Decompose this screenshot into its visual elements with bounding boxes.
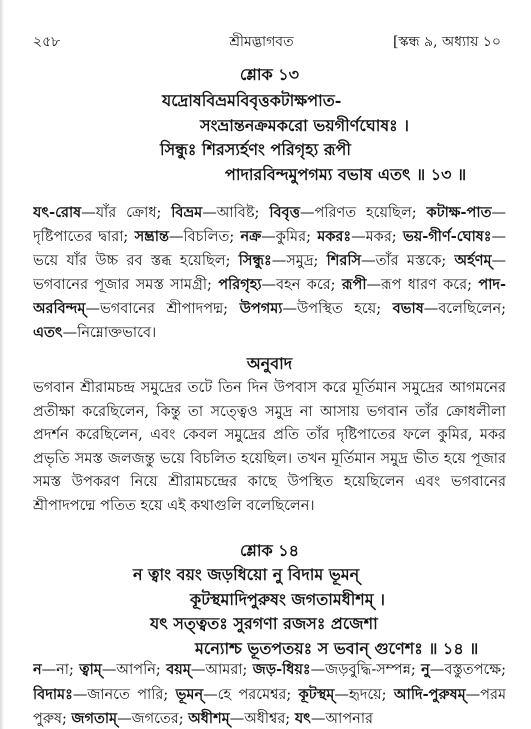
synonym-gloss: —জড়বুদ্ধি-সম্পন্ন; <box>310 662 416 678</box>
synonym-term: নক্র <box>240 228 262 245</box>
synonym-gloss: —উপস্থিত হয়ে; <box>282 301 382 317</box>
synonym-entry <box>188 711 290 727</box>
synonym-entry <box>393 301 506 317</box>
synonym-gloss: —হৃদয়ে; <box>334 686 387 703</box>
synonym-term: শিরসি <box>326 252 362 269</box>
book-title: শ্রীমদ্ভাগবত <box>229 34 294 50</box>
synonym-term: আদি-পুরুষম্ <box>393 685 466 703</box>
verse-14-heading: শ্লোক ১৪ <box>239 541 300 560</box>
synonym-gloss: —অধীশ্বর; <box>229 711 291 727</box>
synonym-entry <box>79 662 161 678</box>
verse-line: ন ত্বাং বয়ং জড়ধিয়ো নু বিদাম ভূমন্ <box>133 565 360 584</box>
synonym-gloss: —তাঁর মস্তকে; <box>361 253 447 269</box>
synonym-entry <box>295 711 373 727</box>
synonym-gloss: —ভগবানের পূজার সমস্ত সামগ্রী; <box>33 253 506 293</box>
synonym-term: পরিগৃহ্য <box>218 276 262 293</box>
synonym-term: রূপী <box>341 276 367 293</box>
synonym-term: ভয়-গীর্ণ-ঘোষঃ <box>402 228 492 245</box>
synonym-term: ত্বাম্ <box>79 661 102 678</box>
verse-13-text <box>0 89 531 187</box>
synonym-gloss: —বস্তুতপক্ষে; <box>429 662 506 678</box>
synonym-gloss: —বহন করে; <box>261 277 336 293</box>
synonym-entry <box>240 229 311 245</box>
synonym-entry <box>421 662 506 678</box>
synonym-term: বয়ম্ <box>166 661 191 678</box>
synonym-entry <box>135 229 235 245</box>
synonym-term: ভূমন্ <box>175 685 204 703</box>
synonym-gloss: —কুমির; <box>261 229 311 245</box>
verse-line: কূটস্থমাদিপুরুষং জগতামধীশম্ । <box>190 589 385 609</box>
synonym-term: কটাক্ষ-পাত <box>426 204 492 221</box>
synonym-term: মকরঃ <box>317 228 352 245</box>
synonym-term: বিভ্রম <box>171 204 203 221</box>
synonym-term: এতৎ <box>33 324 63 341</box>
synonym-term: যৎ-রোষ <box>33 204 82 221</box>
synonym-entry <box>239 253 319 269</box>
verse-line: পাদারবিন্দমুপগম্য বভাষ এতৎ ॥ ১৩ ॥ <box>225 164 467 184</box>
synonym-gloss: —আপনি; <box>101 662 161 678</box>
translation-heading: অনুবাদ <box>246 354 293 373</box>
synonym-entry <box>269 205 416 221</box>
synonym-gloss: —দৃষ্টিপাতের দ্বারা; <box>33 205 506 245</box>
synonym-gloss: —নিম্নোক্তভাবে। <box>62 325 157 341</box>
verse-13-synonyms <box>33 201 506 347</box>
synonym-term: পাদ-অরবিন্দম্ <box>33 276 506 317</box>
synonym-entry <box>166 662 247 678</box>
synonym-gloss: —পরিণত হয়েছিল; <box>300 205 417 221</box>
synonym-gloss: —না; <box>41 662 74 678</box>
synonym-term: উপগম্য <box>239 300 283 317</box>
synonym-entry <box>253 662 416 678</box>
synonym-term: ন <box>33 661 42 678</box>
verse-line: মন্যোশ্চ ভূতপতয়ঃ স ভবান্ গুণেশঃ ॥ ১৪ ॥ <box>195 638 479 658</box>
synonym-entry <box>240 301 382 317</box>
synonym-gloss: —আপনার <box>310 711 374 727</box>
synonym-gloss: —আমরা; <box>190 662 248 678</box>
verse-14-text <box>0 563 531 661</box>
synonym-gloss: —যাঁর ক্রোধ; <box>81 205 162 221</box>
verse-line: সংভ্রান্তনক্রমকরো ভয়গীর্ণঘোষঃ । <box>200 115 410 135</box>
synonym-term: অর্হণম্ <box>454 252 492 269</box>
synonym-gloss: —ভয়ে যাঁর উচ্চ রব স্তব্ধ হয়েছিল; <box>33 229 506 269</box>
synonym-term: যৎ <box>294 710 311 727</box>
translation-text: ভগবান শ্রীরামচন্দ্র সমুদ্রের তটে তিন দিন উপবাস করে মূর্তিমান সমুদ্রের আগমনের প্রতীক্ষা করেছিলেন, কিন্তু তা সত্ত্বেও সমুদ্র না আসায় ভগবান তাঁর ক্রোধলীলা প্রদর্শন করেছিলেন, এবং কেবল সমুদ্রের প্রতি তাঁর দৃষ্টিপাতের ফলে কুমির, মকর প্রভৃতি সমস্ত জলজন্তু ভয়ে বিচলিত হয়েছিল। তখন মূর্তিমান সমুদ্র ভীত হয়ে পূজার সমস্ত উপকরণ নিয়ে শ্রীরামচন্দ্রের কাছে উপস্থিত হয়েছিলেন এবং ভগবানের শ্রীপাদপদ্মে পতিত হয়ে এই কথাগুলি বলেছিলেন। <box>33 380 506 514</box>
synonym-entry <box>71 711 183 727</box>
synonym-gloss: —মকর; <box>351 229 397 245</box>
synonym-term: বিবৃত্ত <box>269 204 300 221</box>
synonym-term: বভাষ <box>392 300 424 317</box>
synonym-entry <box>299 687 387 703</box>
page-number: ২৫৮ <box>33 34 61 50</box>
verse-14-synonyms <box>33 658 506 729</box>
synonym-entry <box>317 229 396 245</box>
synonym-entry <box>33 662 74 678</box>
synonym-term: সিন্ধুঃ <box>238 252 272 269</box>
synonym-entry <box>33 325 156 341</box>
synonym-entry <box>33 687 168 703</box>
synonym-term: সম্ভ্রান্ত <box>134 228 169 245</box>
synonym-term: জড়-ধিয়ঃ <box>252 661 311 678</box>
synonym-entry <box>33 205 161 221</box>
synonym-entry <box>218 277 335 293</box>
chapter-reference: [স্কন্ধ ৯, অধ্যায় ১০ <box>392 34 501 50</box>
verse-line: যদ্রোষবিভ্রমবিবৃত্তকটাক্ষপাত- <box>162 91 342 110</box>
verse-line: সিন্ধুঃ শিরস্যর্হণং পরিগৃহ্য রূপী <box>160 140 351 159</box>
synonym-entry <box>171 205 259 221</box>
synonym-entry <box>342 277 472 293</box>
synonym-term: অধীশম্ <box>188 710 230 727</box>
synonym-term: কূটস্থম্ <box>298 685 335 703</box>
synonym-gloss: —বিচলিত; <box>168 229 235 245</box>
synonym-term: জগতাম্ <box>71 710 118 727</box>
synonym-gloss: —পরম পুরুষ; <box>33 686 506 727</box>
synonym-gloss: —জগতের; <box>117 711 184 727</box>
synonym-term: বিদামঃ <box>33 685 73 703</box>
synonym-gloss: —জানতে পারি; <box>72 686 169 703</box>
synonym-entry <box>176 687 292 703</box>
synonym-gloss: —ভগবানের শ্রীপাদপদ্ম; <box>85 301 229 317</box>
synonym-term: নু <box>421 661 430 678</box>
synonym-gloss: —বলেছিলেন; <box>423 301 506 317</box>
synonym-gloss: —সমুদ্র; <box>271 253 319 269</box>
verse-13-heading: শ্লোক ১৩ <box>239 65 300 84</box>
synonym-gloss: —আবিষ্ট; <box>202 205 260 221</box>
synonym-gloss: —হে পরমেশ্বর; <box>203 686 292 703</box>
verse-line: যৎ সত্ত্বতঃ সুরগণা রজসঃ প্রজেশা <box>150 614 378 633</box>
synonym-entry <box>327 253 447 269</box>
synonym-gloss: —রূপ ধারণ করে; <box>366 277 472 293</box>
